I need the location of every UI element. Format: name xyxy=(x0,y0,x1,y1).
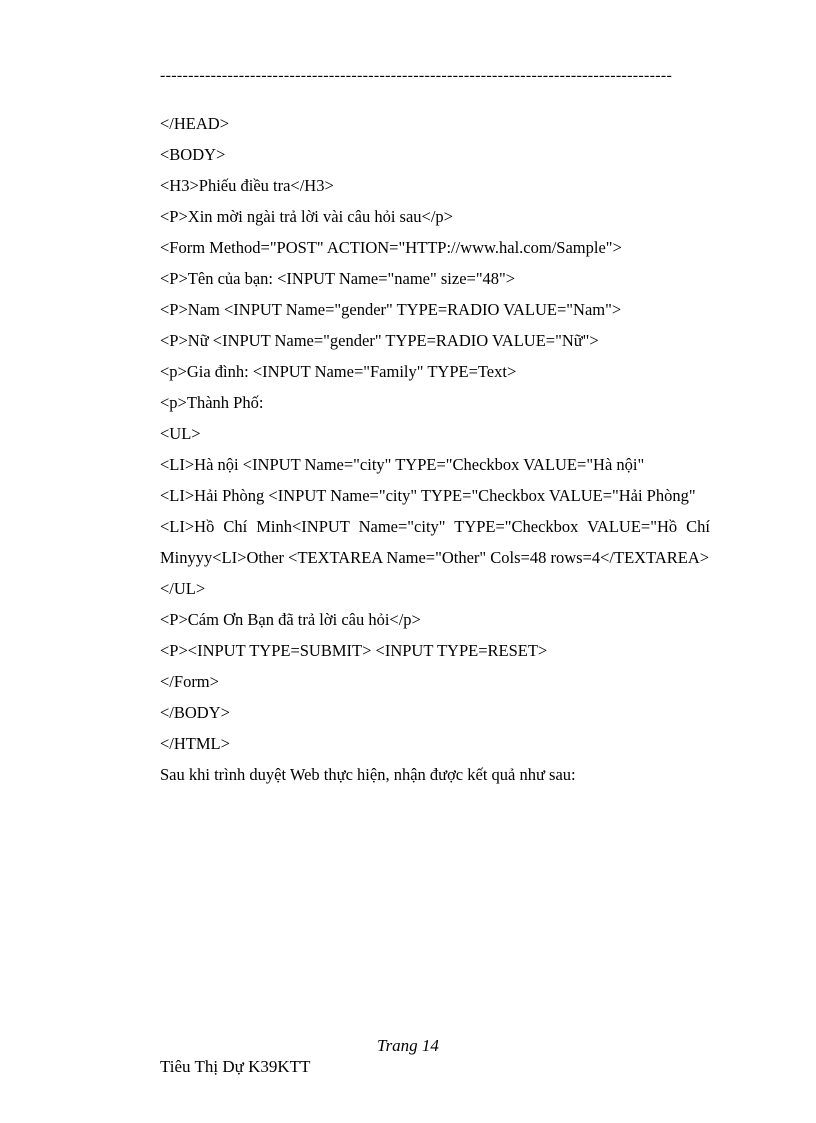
code-line-ul-close: </UL> xyxy=(160,579,206,598)
code-line-head-close: </HEAD> xyxy=(160,114,230,133)
code-line-thanks: <P>Cám Ơn Bạn đã trả lời câu hỏi</p> xyxy=(160,610,421,629)
code-line-gender-female: <P>Nữ <INPUT Name="gender" TYPE=RADIO VALUE="Nữ"> xyxy=(160,331,599,350)
code-line-html-close: </HTML> xyxy=(160,734,230,753)
code-line-gender-male: <P>Nam <INPUT Name="gender" TYPE=RADIO VALUE="Nam"> xyxy=(160,300,622,319)
code-line-ul-open: <UL> xyxy=(160,424,201,443)
html-code-listing xyxy=(160,108,710,790)
result-intro-text: Sau khi trình duyệt Web thực hiện, nhận được kết quả như sau: xyxy=(160,765,576,784)
code-line-submit-reset: <P><INPUT TYPE=SUBMIT> <INPUT TYPE=RESET> xyxy=(160,641,548,660)
code-line-body-open: <BODY> xyxy=(160,145,226,164)
code-line-form-close: </Form> xyxy=(160,672,219,691)
code-line-body-close: </BODY> xyxy=(160,703,230,722)
code-line-intro-paragraph: <P>Xin mời ngài trả lời vài câu hỏi sau</p> xyxy=(160,207,453,226)
code-line-family-input: <p>Gia đình: <INPUT Name="Family" TYPE=Text> xyxy=(160,362,517,381)
code-line-form-open: <Form Method="POST" ACTION="HTTP://www.hal.com/Sample"> xyxy=(160,238,622,257)
footer-author: Tiêu Thị Dự K39KTT xyxy=(160,1057,311,1076)
separator-line: ------------------------------------------------------------------------------------------- xyxy=(160,67,673,84)
code-line-city-label: <p>Thành Phố: xyxy=(160,393,264,412)
code-line-city-haiphong: <LI>Hải Phòng <INPUT Name="city" TYPE="Checkbox VALUE="Hải Phòng" xyxy=(160,486,696,505)
code-line-name-input: <P>Tên của bạn: <INPUT Name="name" size="48"> xyxy=(160,269,516,288)
code-line-city-hcm-other: <LI>Hồ Chí Minh<INPUT Name="city" TYPE="Checkbox VALUE="Hồ Chí Minyyy<LI>Other <TEXTAREA Name="Other" Cols=48 rows=4</TEXTAREA> xyxy=(160,517,710,567)
code-line-h3: <H3>Phiếu điều tra</H3> xyxy=(160,176,334,195)
code-line-city-hanoi: <LI>Hà nội <INPUT Name="city" TYPE="Checkbox VALUE="Hà nội" xyxy=(160,455,645,474)
page-number: Trang 14 xyxy=(377,1036,439,1055)
